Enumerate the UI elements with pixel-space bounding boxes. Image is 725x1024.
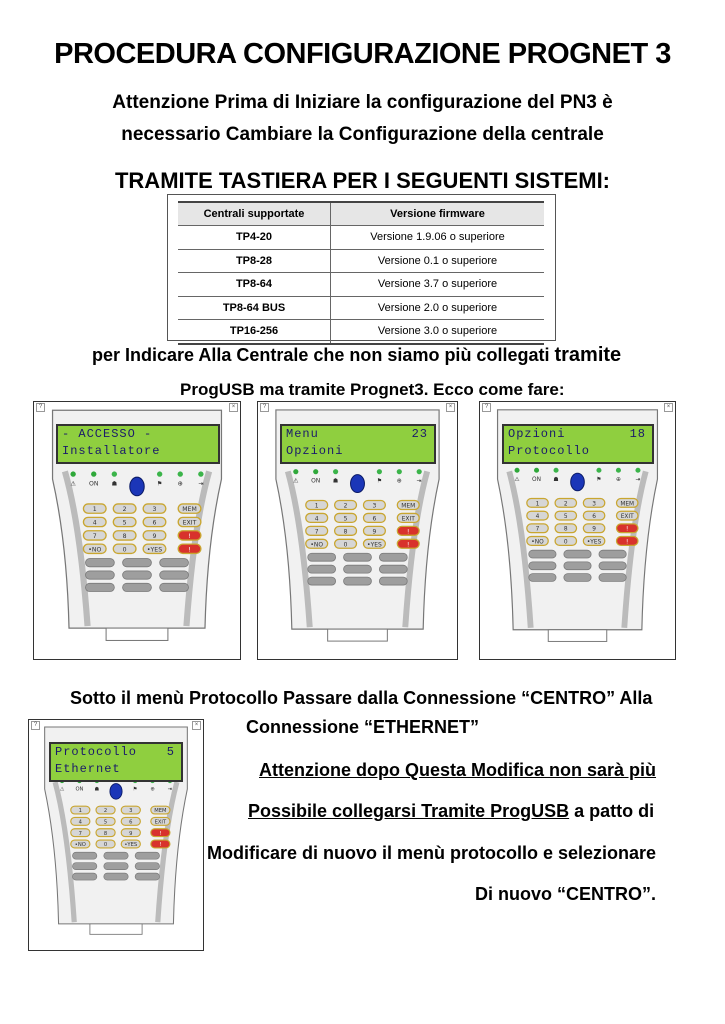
led-label: ☗ [332,477,339,485]
close-icon: × [229,403,238,412]
table-header-row [178,202,544,226]
para3-line-1: Sotto il menù Protocollo Passare dalla Connessione “CENTRO” Alla [70,688,653,708]
keypad-blank-key [379,577,407,585]
keypad-key-label: ! [626,526,629,533]
keypad-key-label: ! [188,546,191,554]
keypad-lcd-display [56,424,220,464]
keypad-blank-key [123,559,152,567]
status-led [333,469,338,474]
table-cell: Versione 2.0 o superiore [331,296,545,320]
keypad-blank-key [135,863,159,870]
keypad-blank-key [564,550,591,558]
corner-marker: ? [482,403,491,412]
lcd-line-1: Opzioni [508,427,566,441]
table-cell: TP8-64 [178,273,331,297]
status-led [91,471,96,476]
para3-line-2: Connessione “ETHERNET” [246,717,480,737]
keypad-key-label: 0 [103,842,108,849]
led-label: ⊕ [396,477,402,485]
keypad-key-label: •YES [586,539,602,546]
keypad-blank-key [308,565,336,573]
keypad-key-label: 9 [129,830,133,837]
keypad-key-label: 5 [343,515,348,523]
corner-marker: ? [31,721,40,730]
status-led [178,471,183,476]
status-led [397,469,402,474]
keypad-key-label: •YES [146,546,163,554]
keypad-blank-key [344,565,372,573]
keypad-key-label: 4 [314,515,319,523]
table-cell: Versione 1.9.06 o superiore [331,226,545,250]
keypad-blank-key [599,562,626,570]
keypad-key-label: •YES [367,541,382,549]
keypad-key-label: 7 [535,526,540,533]
keypad-blank-key [379,565,407,573]
led-label: ⇥ [167,786,173,793]
table-row [178,226,544,250]
keypad-key-label: EXIT [401,515,415,523]
warning-line-3: Modificare di nuovo il menù protocollo e selezionare [207,843,657,863]
led-label: ⇥ [635,476,641,483]
lcd-line-1: Protocollo [55,745,138,759]
keypad-blank-key [86,571,115,579]
keypad-blank-key [104,852,128,859]
keypad-key-label: EXIT [620,514,634,521]
table-cell: TP16-256 [178,320,331,344]
keypad-key-label: 7 [92,532,97,540]
keypad-key-label: 4 [92,519,97,527]
para2-line-1-text: per Indicare Alla Centrale che non siamo più collegati [92,345,550,365]
keypad-blank-key [564,562,591,570]
keypad-image-menu-opzioni [257,401,458,660]
close-icon: × [446,403,455,412]
table-cell: Versione 0.1 o superiore [331,249,545,273]
para2-line-1-emphasis: tramite [554,344,622,366]
page-title: PROCEDURA CONFIGURAZIONE PROGNET 3 [54,38,671,70]
keypad-key-label: ! [159,842,162,849]
led-label: ☗ [553,476,559,483]
led-label: ⊕ [150,786,155,793]
keypad-key-label: 3 [152,506,157,514]
keypad-key-label: 5 [122,519,127,527]
keypad-lcd-display [502,424,654,464]
keypad-blank-key [529,550,556,558]
status-led [377,469,382,474]
keypad-key-label: 8 [122,532,127,540]
lcd-line-2: Ethernet [55,762,121,776]
keypad-blank-key [73,873,97,880]
keypad-key-label: 2 [563,501,568,508]
keypad-image-protocollo-ethernet [28,719,204,951]
status-led [596,468,601,473]
keypad-key-label: 9 [372,528,377,536]
keypad-blank-key [135,873,159,880]
status-led [417,469,422,474]
table-cell: TP8-28 [178,249,331,273]
close-icon: × [192,721,201,730]
table-cell: Versione 3.0 o superiore [331,320,545,344]
status-led [112,471,117,476]
keypad-base [90,924,142,934]
keypad-key-label: MEM [620,501,635,508]
warning-line-2-rest: a patto di [569,801,655,821]
lcd-number: 23 [411,427,428,441]
keypad-key-label: MEM [182,506,197,514]
led-label: ⊕ [615,476,621,483]
keypad-key-label: 3 [372,502,377,510]
keypad-key-label: EXIT [154,819,167,826]
keypad-blank-key [344,553,372,561]
led-label: ON [532,476,542,483]
table-row [178,296,544,320]
led-label: ⚠ [70,480,76,488]
led-label: ⚠ [59,786,65,793]
keypad-key-label: 8 [103,830,108,837]
close-icon: × [664,403,673,412]
keypad-blank-key [123,583,152,591]
warning-line-1: Attenzione dopo Questa Modifica non sarà più [259,760,657,780]
column-header-versione: Versione firmware [331,202,545,226]
status-led [534,468,539,473]
led-label: ⚑ [156,480,163,488]
warning-line-2 [248,801,654,822]
led-label: ⚑ [132,786,138,793]
keypad-base [548,630,607,642]
keypad-key-label: •NO [74,842,86,849]
table-row [178,273,544,297]
keypad-key-label: ! [407,541,410,549]
keypad-key-label: 4 [78,819,82,826]
table-row [178,320,544,344]
keypad-key-label: 6 [129,819,133,826]
lcd-number: 5 [166,745,175,759]
keypad-key-label: 4 [535,514,540,521]
status-led [554,468,559,473]
keypad-key-label: 9 [152,532,157,540]
keypad-blank-key [160,571,189,579]
keypad-key-label: 6 [372,515,377,523]
warning-line-2-underlined: Possibile collegarsi Tramite ProgUSB [248,801,570,821]
keypad-blank-key [135,852,159,859]
keypad-key-label: 1 [78,808,82,815]
keypad-key-label: •NO [310,541,324,549]
keypad-blank-key [86,559,115,567]
keypad-blank-key [599,574,626,582]
intro-line-1: Attenzione Prima di Iniziare la configurazione del PN3 è [112,92,613,113]
keypad-lcd-display [49,742,183,782]
table-cell: TP4-20 [178,226,331,250]
center-navigation-icon [351,475,365,493]
keypad-key-label: 6 [152,519,157,527]
table-cell: Versione 3.7 o superiore [331,273,545,297]
keypad-key-label: ! [407,528,410,536]
keypad-key-label: 2 [343,502,348,510]
keypad-blank-key [599,550,626,558]
led-label: ⚑ [596,476,602,483]
keypad-blank-key [308,577,336,585]
table-cell: TP8-64 BUS [178,296,331,320]
keypad-key-label: MEM [401,502,416,510]
led-label: ON [311,477,321,485]
keypad-key-label: 0 [122,546,127,554]
lcd-line-2: Opzioni [286,444,344,458]
lcd-line-1: - ACCESSO - [62,427,153,441]
keypad-key-label: 3 [592,501,596,508]
center-navigation-icon [571,473,585,491]
keypad-key-label: 9 [592,526,596,533]
lcd-line-2: Protocollo [508,444,591,458]
center-navigation-icon [130,477,144,496]
status-led [616,468,621,473]
keypad-key-label: •NO [88,546,102,554]
keypad-blank-key [104,863,128,870]
keypad-key-label: 1 [314,502,319,510]
led-label: ⇥ [416,477,422,485]
keypad-blank-key [86,583,115,591]
keypad-key-label: 7 [78,830,82,837]
status-led [635,468,640,473]
led-label: ⚠ [514,476,520,483]
led-label: ⚠ [293,477,299,485]
keypad-key-label: 5 [563,514,568,521]
keypad-blank-key [104,873,128,880]
keypad-blank-key [344,577,372,585]
status-led [198,471,203,476]
keypad-key-label: 0 [343,541,348,549]
corner-marker: ? [260,403,269,412]
keypad-lcd-display [280,424,436,464]
keypad-key-label: 7 [314,528,319,536]
keypad-image-opzioni-protocollo [479,401,676,660]
keypad-blank-key [379,553,407,561]
keypad-blank-key [529,574,556,582]
center-navigation-icon [110,784,122,800]
lcd-number: 18 [629,427,646,441]
led-label: ON [75,786,84,793]
keypad-image-installatore [33,401,241,660]
para2-line-1 [92,344,621,367]
column-header-centrali: Centrali supportate [178,202,331,226]
led-label: ☗ [94,786,100,793]
keypad-blank-key [73,863,97,870]
keypad-blank-key [564,574,591,582]
keypad-key-label: 5 [103,819,108,826]
intro-line-2: necessario Cambiare la Configurazione della centrale [121,124,604,145]
led-label: ⚑ [376,477,383,485]
keypad-blank-key [529,562,556,570]
keypad-key-label: 2 [122,506,127,514]
keypad-base [106,628,168,640]
keypad-key-label: ! [159,830,162,837]
keypad-key-label: EXIT [182,519,197,527]
keypad-key-label: 2 [103,808,108,815]
keypad-key-label: •YES [124,842,138,849]
status-led [293,469,298,474]
keypad-blank-key [73,852,97,859]
keypad-key-label: 3 [129,808,133,815]
status-led [313,469,318,474]
keypad-base [328,629,388,641]
table-row [178,249,544,273]
status-led [515,468,520,473]
keypad-key-label: ! [626,539,629,546]
keypad-blank-key [160,583,189,591]
led-label: ON [88,480,99,488]
keypad-blank-key [160,559,189,567]
keypad-key-label: 6 [592,514,596,521]
keypad-key-label: 8 [563,526,568,533]
keypad-blank-key [123,571,152,579]
systems-heading: TRAMITE TASTIERA PER I SEGUENTI SISTEMI: [114,168,611,193]
keypad-key-label: 1 [535,501,540,508]
keypad-key-label: ! [188,532,191,540]
led-label: ☗ [111,480,118,488]
corner-marker: ? [36,403,45,412]
warning-line-4: Di nuovo “CENTRO”. [475,884,656,904]
keypad-key-label: •NO [531,539,544,546]
keypad-key-label: 8 [343,528,348,536]
firmware-table-box [167,194,556,341]
keypad-blank-key [308,553,336,561]
para2-line-2: ProgUSB ma tramite Prognet3. Ecco come fare: [180,380,565,399]
lcd-line-1: Menu [286,427,319,441]
lcd-line-2: Installatore [62,444,161,458]
led-label: ⊕ [177,480,183,488]
firmware-table [178,201,544,345]
led-label: ⇥ [198,480,204,488]
status-led [70,471,75,476]
keypad-key-label: 0 [563,539,568,546]
status-led [157,471,162,476]
keypad-key-label: MEM [154,808,167,815]
keypad-key-label: 1 [92,506,97,514]
